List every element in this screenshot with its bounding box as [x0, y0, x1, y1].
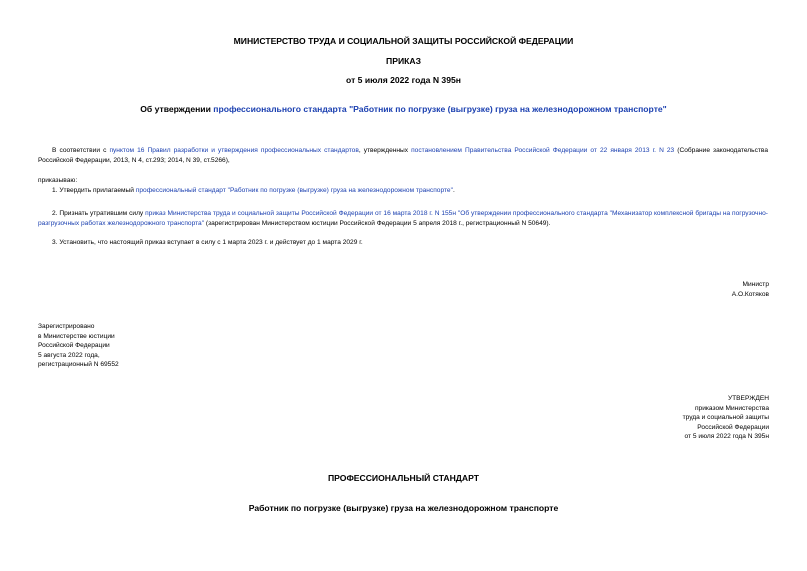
item-2-text: 2. Признать утратившим силу	[52, 210, 146, 217]
signature-position: Министр	[742, 281, 769, 288]
ministry-heading: МИНИСТЕРСТВО ТРУДА И СОЦИАЛЬНОЙ ЗАЩИТЫ РОССИЙСКОЙ ФЕДЕРАЦИИ	[233, 36, 574, 46]
registration-line: Зарегистрировано	[38, 323, 95, 330]
order-title-link[interactable]: профессионального стандарта "Работник по погрузке (выгрузке) груза на железнодорожном транспорте"	[213, 104, 667, 114]
item-1-end: .	[452, 187, 455, 194]
registration-line: 5 августа 2022 года,	[38, 351, 100, 359]
standard-subtitle: Работник по погрузке (выгрузке) груза на железнодорожном транспорте	[248, 503, 559, 513]
doc-type-heading: ПРИКАЗ	[386, 56, 421, 66]
registration-line: регистрационный N 69552	[38, 361, 119, 368]
registration-line: Российской Федерации	[38, 342, 110, 349]
approval-line: труда и социальной защиты	[682, 414, 769, 421]
preamble-paragraph	[38, 146, 768, 165]
item-3: 3. Установить, что настоящий приказ вступает в силу с 1 марта 2023 г. и действует до 1 марта 2029 г.	[52, 239, 363, 246]
approval-line: Российской Федерации	[697, 423, 769, 431]
approval-line: УТВЕРЖДЕН	[727, 395, 769, 402]
preamble-text-2: , утвержденных	[358, 147, 412, 154]
item-1	[52, 186, 768, 196]
item-2-end: (зарегистрирован Министерством юстиции Российской Федерации 5 апреля 2018 г., регистрационный N 50649).	[204, 219, 551, 227]
link-professional-standard[interactable]: профессиональный стандарт "Работник по погрузке (выгрузке) груза на железнодорожном транспорте"	[135, 187, 453, 194]
link-rules-paragraph-16[interactable]: пунктом 16 Правил разработки и утверждения профессиональных стандартов	[109, 147, 359, 154]
registration-line: в Министерстве юстиции	[38, 332, 115, 340]
item-1-text: 1. Утвердить прилагаемый	[52, 187, 136, 194]
approval-line: приказом Министерства	[694, 404, 769, 412]
order-title	[0, 104, 807, 115]
preamble-text-3: (Собрание законодательства Российской Федерации, 2013, N 4, ст.293; 2014, N 39, ст.5266),	[38, 147, 768, 164]
link-government-resolution[interactable]: постановлением Правительства Российской Федерации от 22 января 2013 г. N 23	[411, 147, 675, 154]
approval-block	[683, 394, 769, 442]
date-number-heading: от 5 июля 2022 года N 395н	[346, 75, 461, 85]
orders-word: приказываю:	[38, 177, 78, 184]
link-order-155n[interactable]: приказ Министерства труда и социальной защиты Российской Федерации от 16 марта 2018 г. N 155н "Об утверждении профессионального стандарта "Механизатор комплексной бригады на погрузочно-разгрузочных работах железнодорожного транспорта"	[38, 210, 768, 227]
signature-name: А.О.Котяков	[731, 291, 769, 298]
standard-title: ПРОФЕССИОНАЛЬНЫЙ СТАНДАРТ	[327, 473, 480, 483]
preamble-text-1: В соответствии с	[52, 147, 110, 154]
registration-block	[38, 322, 119, 370]
item-2	[38, 209, 768, 228]
order-title-prefix: Об утверждении	[140, 104, 214, 114]
approval-line: от 5 июля 2022 года N 395н	[684, 433, 769, 440]
